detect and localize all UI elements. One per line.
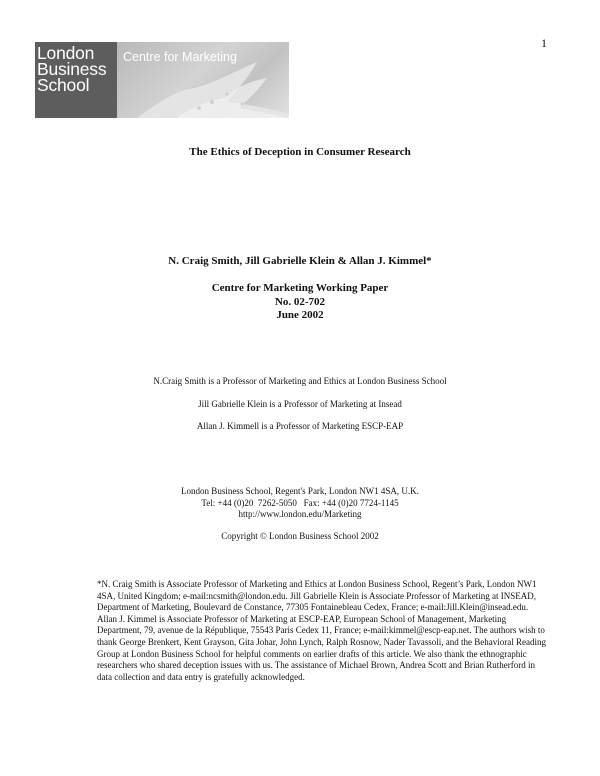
phone-fax-line: Tel: +44 (0)20 7262-5050 Fax: +44 (0)20 7724-1145	[201, 497, 399, 508]
logo-line-school: School	[37, 75, 90, 95]
working-paper-date: June 2002	[276, 309, 324, 321]
affiliation-smith: N.Craig Smith is a Professor of Marketing and Ethics at London Business School	[153, 376, 447, 386]
working-paper-number: No. 02-702	[274, 295, 326, 308]
authors: N. Craig Smith, Jill Gabrielle Klein & Allan J. Kimmel*	[168, 255, 432, 267]
logo-centre-label: Centre for Marketing	[123, 50, 237, 64]
website-link[interactable]: http://www.london.edu/Marketing	[238, 509, 362, 519]
london-business-school-logo	[35, 42, 289, 118]
working-paper-series: Centre for Marketing Working Paper	[211, 282, 389, 294]
affiliation-klein: Jill Gabrielle Klein is a Professor of Marketing at Insead	[198, 399, 402, 409]
working-paper-info	[0, 282, 600, 323]
page-number: 1	[541, 36, 547, 50]
logo-line-london: London	[37, 43, 95, 63]
logo-wordmark	[35, 42, 117, 118]
logo-banner	[117, 42, 289, 118]
copyright: Copyright © London Business School 2002	[221, 531, 379, 541]
author-footnote: *N. Craig Smith is Associate Professor of Marketing and Ethics at London Business School, Regent’s Park, London NW1 4SA, United Kingdom; e-mail:ncsmith@london.edu. Jill Gabrielle Klein is Associate Professor of Marketing at INSEAD, Department of Marketing, Boulevard de Constance, 77305 Fontainebleau Cedex, France; e-mail:Jill.Klein@insead.edu. Allan J. Kimmel is Associate Professor of Marketing at ESCP-EAP, European School of Management, Marketing Department, 79, avenue de la République, 75543 Paris Cedex 11, France; e-mail:kimmel@escp-eap.net. The authors wish to thank George Brenkert, Kent Grayson, Gita Johar, John Lynch, Ralph Rosnow, Nader Tavassoli, and the Behavioral Reading Group at London Business School for helpful comments on earlier drafts of this article. We also thank the ethnographic researchers who shared deception issues with us. The assistance of Michael Brown, Andrea Scott and Brian Rutherford in data collection and data entry is gratefully acknowledged.	[97, 579, 546, 682]
paper-title: The Ethics of Deception in Consumer Research	[189, 146, 411, 158]
logo-line-business: Business	[37, 59, 107, 79]
address-line: London Business School, Regent's Park, London NW1 4SA, U.K.	[181, 486, 419, 496]
contact-address	[0, 486, 600, 521]
affiliation-kimmel: Allan J. Kimmell is a Professor of Marketing ESCP-EAP	[196, 421, 404, 431]
